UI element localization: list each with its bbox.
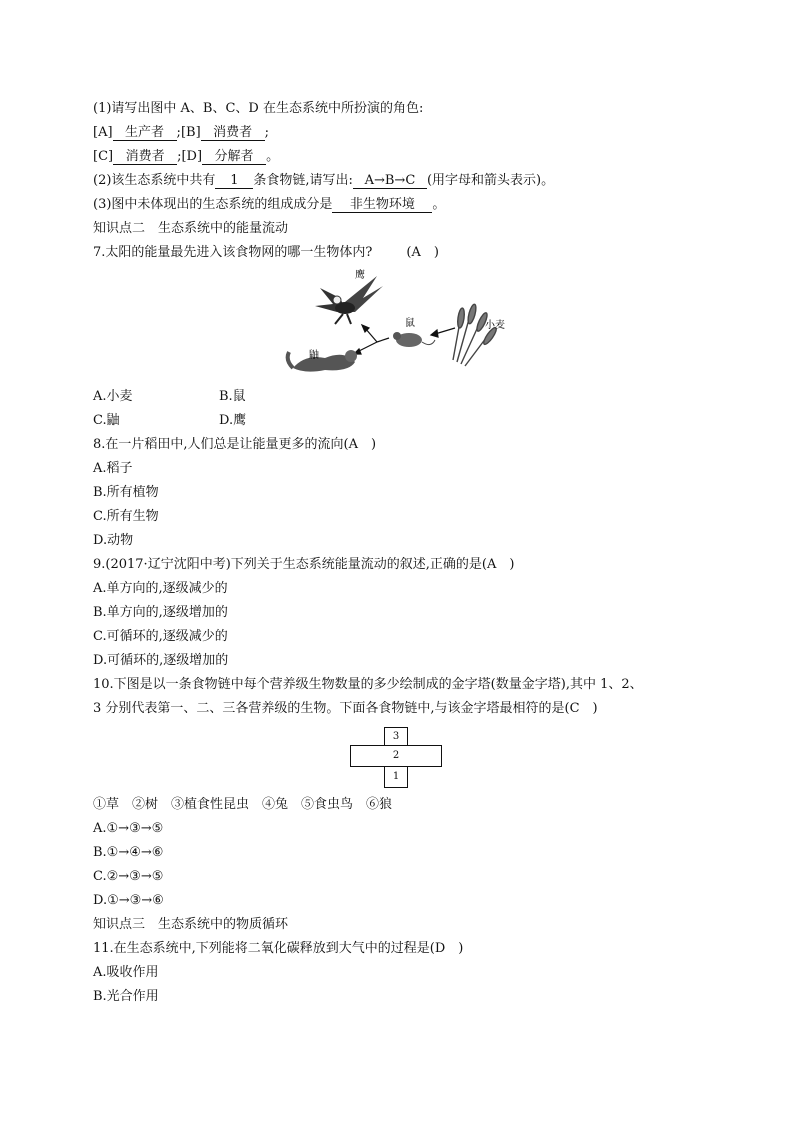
q6-part2-b: 条食物链,请写出: xyxy=(253,173,353,188)
q6-sep2: ; xyxy=(177,149,182,164)
wheat-label: 小麦 xyxy=(485,320,505,331)
q6-part3-a: (3)图中未体现出的生态系统的组成成分是 xyxy=(93,197,333,212)
q6-c-answer: 消费者 xyxy=(113,149,177,165)
q6-part2-c: (用字母和箭头表示)。 xyxy=(426,173,555,188)
q6-a-answer: 生产者 xyxy=(113,125,177,141)
food-web-figure xyxy=(285,268,515,380)
q6-part3-b: 。 xyxy=(432,197,446,212)
q11-option-a: A.吸收作用 xyxy=(93,965,159,980)
q6-chain-answer: A→B→C xyxy=(353,173,427,189)
q6-d-prefix: [D] xyxy=(181,149,203,164)
q7-option-b: B.鼠 xyxy=(219,389,246,404)
q6-end2: 。 xyxy=(266,149,280,164)
q7-options-cd xyxy=(93,412,246,430)
eagle-label: 鹰 xyxy=(355,270,365,281)
q6-c-prefix: [C] xyxy=(93,149,114,164)
q6-part3-answer: 非生物环境 xyxy=(332,197,432,213)
q7-options-ab xyxy=(93,388,246,406)
q10-option-b: B.①→④→⑥ xyxy=(93,845,164,860)
q6-b-prefix: [B] xyxy=(180,125,201,140)
q7-answer: (A ) xyxy=(406,245,439,260)
q6-d-answer: 分解者 xyxy=(202,149,266,165)
q9-option-d: D.可循环的,逐级增加的 xyxy=(93,653,229,668)
mouse-label: 鼠 xyxy=(405,318,415,329)
q7-option-d: D.鹰 xyxy=(219,413,247,428)
q6-sep1: ; xyxy=(176,125,181,140)
q9-option-b: B.单方向的,逐级增加的 xyxy=(93,605,228,620)
q8-stem: 8.在一片稻田中,人们总是让能量更多的流向(A ) xyxy=(93,437,377,452)
section3-heading: 知识点三 生态系统中的物质循环 xyxy=(93,917,289,932)
q8-option-b: B.所有植物 xyxy=(93,485,159,500)
q7-option-c: C.鼬 xyxy=(93,413,120,428)
pyramid-level-2: 2 xyxy=(350,745,442,767)
q11-stem: 11.在生态系统中,下列能将二氧化碳释放到大气中的过程是(D ) xyxy=(93,941,464,956)
number-pyramid xyxy=(350,727,442,789)
eagle-icon xyxy=(315,276,383,324)
q10-option-c: C.②→③→⑤ xyxy=(93,869,164,884)
q10-stem-line2: 3 分别代表第一、二、三各营养级的生物。下面各食物链中,与该金字塔最相符的是(C ) xyxy=(93,701,598,716)
q6-cd-line xyxy=(93,148,279,166)
mouse-icon xyxy=(393,332,435,347)
q7-stem xyxy=(93,244,439,262)
q10-items: ①草 ②树 ③植食性昆虫 ④兔 ⑤食虫鸟 ⑥狼 xyxy=(93,797,393,812)
weasel-icon xyxy=(288,350,357,372)
q8-option-a: A.稻子 xyxy=(93,461,133,476)
q7-stem-text: 7.太阳的能量最先进入该食物网的哪一生物体内? xyxy=(93,245,373,260)
q7-option-a: A.小麦 xyxy=(93,389,133,404)
q6-part2 xyxy=(93,172,554,190)
q6-end1: ; xyxy=(264,125,270,140)
q9-option-a: A.单方向的,逐级减少的 xyxy=(93,581,228,596)
q10-stem-line1: 10.下图是以一条食物链中每个营养级生物数量的多少绘制成的金字塔(数量金字塔),其中 1、2、 xyxy=(93,677,643,692)
q6-count-answer: 1 xyxy=(215,173,253,189)
q6-part2-a: (2)该生态系统中共有 xyxy=(93,173,216,188)
q8-option-c: C.所有生物 xyxy=(93,509,159,524)
q6-part3 xyxy=(93,196,445,214)
pyramid-level-3: 3 xyxy=(384,727,408,746)
q9-option-c: C.可循环的,逐级减少的 xyxy=(93,629,228,644)
pyramid-level-1: 1 xyxy=(384,766,408,788)
q6-part1: (1)请写出图中 A、B、C、D 在生态系统中所扮演的角色: xyxy=(93,101,424,116)
q10-option-d: D.①→③→⑥ xyxy=(93,893,164,908)
q10-option-a: A.①→③→⑤ xyxy=(93,821,164,836)
section2-heading: 知识点二 生态系统中的能量流动 xyxy=(93,221,289,236)
q6-a-prefix: [A] xyxy=(93,125,113,140)
q11-option-b: B.光合作用 xyxy=(93,989,159,1004)
wheat-icon xyxy=(453,304,498,366)
q6-ab-line xyxy=(93,124,269,142)
q9-stem: 9.(2017·辽宁沈阳中考)下列关于生态系统能量流动的叙述,正确的是(A ) xyxy=(93,557,515,572)
q8-option-d: D.动物 xyxy=(93,533,134,548)
q6-b-answer: 消费者 xyxy=(201,125,265,141)
weasel-label: 鼬 xyxy=(309,350,319,361)
